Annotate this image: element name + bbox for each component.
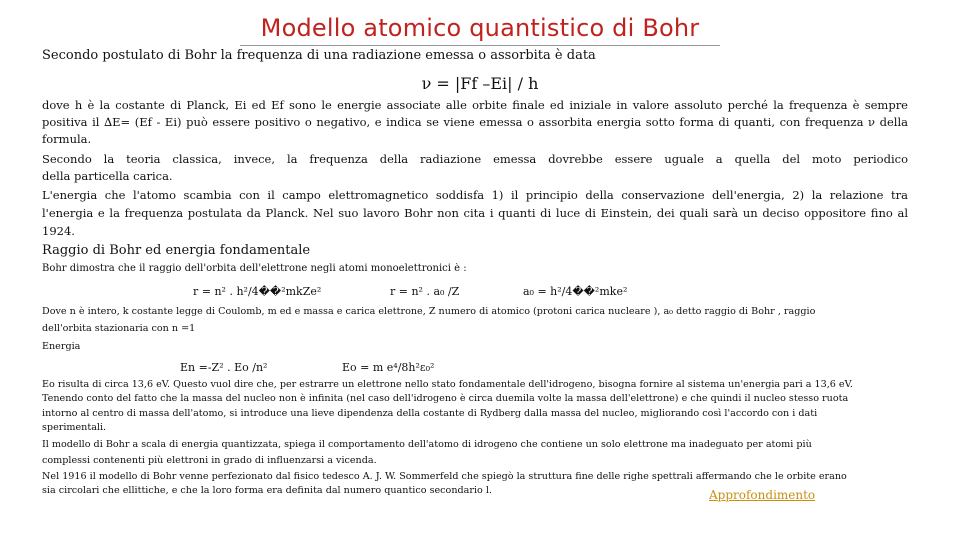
energy-text-line2: Tenendo conto del fatto che la massa del nucleo non è infinita (nel caso dell'idrogeno è circa duemila volte la massa dell'elettrone) e che quindi il nucleo stesso ruota <box>42 393 849 404</box>
energy-formula-2: Eo = m e⁴/8h²ε₀² <box>342 361 435 374</box>
radius-formula-1: r = n² . h²/4��²mkZe² <box>193 285 322 298</box>
energy-text-line3: intorno al centro di massa dell'atomo, si introduce una lieve dipendenza della costante di Rydberg dalla massa del nucleo, migliorando così l'accordo con i dati <box>42 408 818 419</box>
paragraph2-line2: della particella carica. <box>42 170 173 183</box>
energy-label: Energia <box>42 341 81 352</box>
energy-text-line6: complessi contenenti più elettroni in grado di influenzarsi a vicenda. <box>42 455 377 466</box>
approfondimento-link[interactable]: Approfondimento <box>709 488 816 502</box>
radius-formula-3: a₀ = h²/4��²mke² <box>523 285 628 298</box>
title-underline <box>240 45 720 46</box>
paragraph1-line1: dove h è la costante di Planck, Ei ed Ef sono le energie associate alle orbite finale ed iniziale in valore assoluto perché la frequenza è sempre <box>42 99 908 112</box>
intro-text: Secondo postulato di Bohr la frequenza di una radiazione emessa o assorbita è data <box>42 48 596 63</box>
energy-text-line5: Il modello di Bohr a scala di energia quantizzata, spiega il comportamento dell'atomo di idrogeno che contiene un solo elettrone ma inadeguato per atomi più <box>42 439 812 450</box>
energy-text-line4: sperimentali. <box>42 422 107 433</box>
radius-explain-line1: Dove n è intero, k costante legge di Coulomb, m ed e massa e carica elettrone, Z numero di atomico (protoni carica nucleare ), a₀ detto raggio di Bohr , raggio <box>42 306 816 317</box>
energy-text-line1: Eo risulta di circa 13,6 eV. Questo vuol dire che, per estrarre un elettrone nello stato fondamentale dell'idrogeno, bisogna fornire al sistema un'energia pari a 13,6 eV. <box>42 379 853 390</box>
paragraph3-line1: L'energia che l'atomo scambia con il campo elettromagnetico soddisfa 1) il principio della conservazione dell'energia, 2) la relazione tra <box>42 189 908 202</box>
paragraph3-line2: l'energia e la frequenza postulata da Planck. Nel suo lavoro Bohr non cita i quanti di luce di Einstein, dei quali sarà un deciso oppositore fino al <box>42 207 908 220</box>
paragraph3-line3: 1924. <box>42 225 75 238</box>
paragraph2-line1: Secondo la teoria classica, invece, la frequenza della radiazione emessa dovrebbe essere uguale a quella del moto periodico <box>42 153 908 166</box>
paragraph1-line2: positiva il ∆E= (Ef - Ei) può essere positivo o negativo, e indica se viene emessa o assorbita energia sotto forma di quanti, con frequenza ν della <box>42 116 908 129</box>
paragraph1-line3: formula. <box>42 133 92 146</box>
heading-radius: Raggio di Bohr ed energia fondamentale <box>42 243 311 258</box>
energy-text-line7: Nel 1916 il modello di Bohr venne perfezionato dal fisico tedesco A. J. W. Sommerfeld che spiegò la struttura fine delle righe spettrali affermando che le orbite erano <box>42 471 847 482</box>
radius-intro: Bohr dimostra che il raggio dell'orbita dell'elettrone negli atomi monoelettronici è : <box>42 263 467 274</box>
energy-text-line8: sia circolari che ellittiche, e che la loro forma era definita dal numero quantico secondario l. <box>42 485 492 496</box>
radius-formula-2: r = n² . a₀ /Z <box>390 285 460 298</box>
frequency-formula: ν = |Ff –Ei| / h <box>421 74 539 93</box>
radius-explain-line2: dell'orbita stazionaria con n =1 <box>42 323 196 334</box>
page-title: Modello atomico quantistico di Bohr <box>260 14 700 42</box>
energy-formula-1: En =-Z² . Eo /n² <box>180 361 268 374</box>
